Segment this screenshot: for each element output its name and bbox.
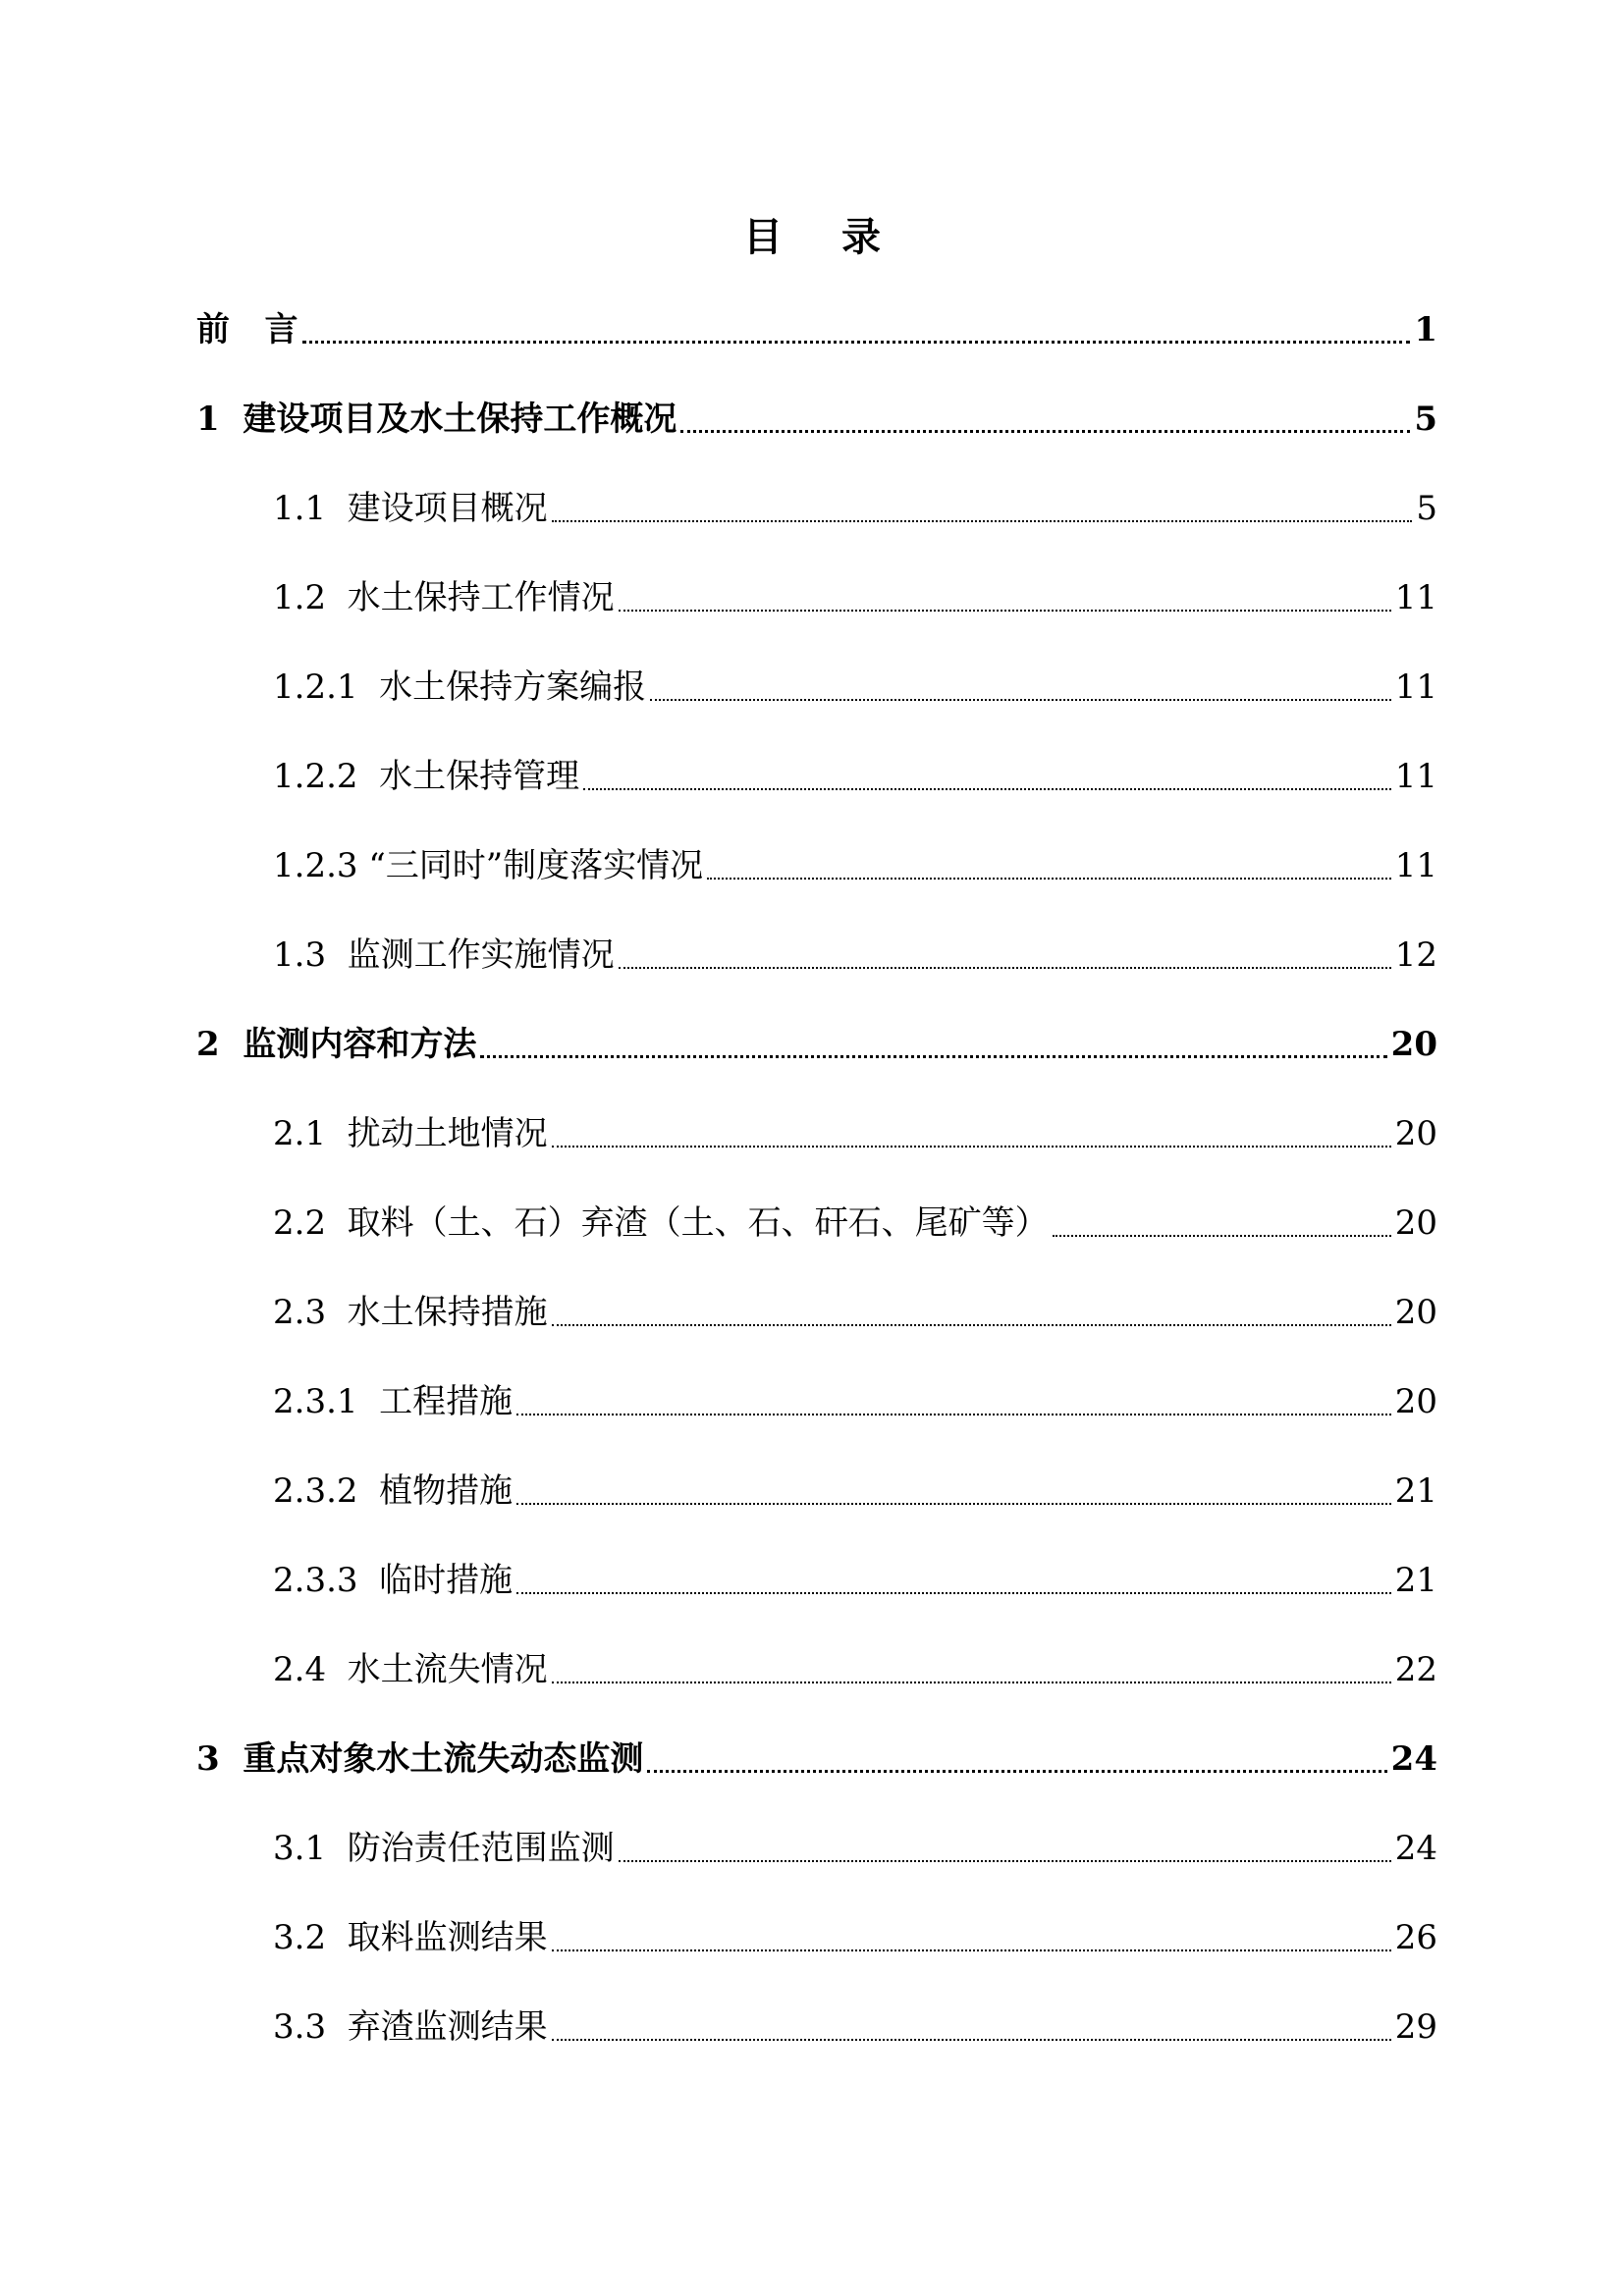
dot-leader xyxy=(619,1860,1391,1862)
dot-leader xyxy=(552,1324,1391,1326)
toc-entry-label: 1.2.3 “三同时”制度落实情况 xyxy=(273,846,704,885)
dot-leader xyxy=(516,1592,1391,1594)
toc-entry-chapter-2[interactable] xyxy=(196,1019,1437,1070)
toc-entry-section-2-3[interactable] xyxy=(273,1287,1437,1338)
toc-entry-page: 11 xyxy=(1394,757,1437,796)
toc-entry-label: 2.3.2 植物措施 xyxy=(273,1471,514,1511)
toc-entry-label: 前 言 xyxy=(196,310,298,349)
toc-entry-section-2-3-3[interactable] xyxy=(273,1555,1437,1606)
toc-entry-section-1-2[interactable] xyxy=(273,572,1437,623)
toc-entry-label: 3.3 弃渣监测结果 xyxy=(273,2007,548,2047)
toc-entry-section-1-2-2[interactable] xyxy=(273,751,1437,802)
toc-entry-section-2-3-1[interactable] xyxy=(273,1376,1437,1427)
toc-entry-chapter-3[interactable] xyxy=(196,1734,1437,1785)
toc-entry-page: 1 xyxy=(1414,310,1437,349)
toc-entry-section-1-1[interactable] xyxy=(273,483,1437,534)
dot-leader xyxy=(1053,1235,1391,1237)
toc-title-char-1: 目 xyxy=(743,214,783,260)
toc-entry-chapter-1[interactable] xyxy=(196,394,1437,445)
toc-entry-page: 20 xyxy=(1394,1114,1437,1153)
toc-entry-label: 2.2 取料（土、石）弃渣（土、石、矸石、尾矿等） xyxy=(273,1203,1049,1243)
dot-leader xyxy=(707,878,1391,880)
toc-entry-page: 11 xyxy=(1394,578,1437,617)
toc-entry-page: 29 xyxy=(1394,2007,1437,2047)
toc-entry-page: 22 xyxy=(1394,1650,1437,1689)
dot-leader xyxy=(680,430,1410,433)
toc-entry-page: 5 xyxy=(1414,400,1437,439)
toc-entry-label: 2 监测内容和方法 xyxy=(196,1025,477,1064)
toc-entry-label: 2.1 扰动土地情况 xyxy=(273,1114,548,1153)
toc-entry-section-3-2[interactable] xyxy=(273,1912,1437,1963)
toc-entry-label: 1.2.2 水土保持管理 xyxy=(273,757,580,796)
toc-entry-page: 24 xyxy=(1394,1829,1437,1868)
dot-leader xyxy=(480,1055,1386,1058)
toc-entry-label: 3.1 防治责任范围监测 xyxy=(273,1829,615,1868)
dot-leader xyxy=(650,699,1391,701)
dot-leader xyxy=(516,1503,1391,1505)
toc-entry-section-2-1[interactable] xyxy=(273,1108,1437,1159)
dot-leader xyxy=(552,2039,1391,2041)
toc-entry-page: 20 xyxy=(1394,1293,1437,1332)
dot-leader xyxy=(647,1770,1386,1773)
toc-entry-label: 1.1 建设项目概况 xyxy=(273,489,548,528)
toc-entry-label: 3.2 取料监测结果 xyxy=(273,1918,548,1957)
toc-entry-section-1-2-1[interactable] xyxy=(273,662,1437,713)
dot-leader xyxy=(552,1682,1391,1683)
dot-leader xyxy=(619,610,1391,612)
toc-entry-label: 2.3.1 工程措施 xyxy=(273,1382,514,1421)
toc-title-char-2: 录 xyxy=(841,214,881,260)
toc-entry-page: 11 xyxy=(1394,846,1437,885)
toc-entry-section-2-3-2[interactable] xyxy=(273,1466,1437,1517)
dot-leader xyxy=(583,788,1391,790)
toc-entry-preface[interactable] xyxy=(196,304,1437,355)
dot-leader xyxy=(552,520,1413,522)
toc-entry-page: 20 xyxy=(1394,1382,1437,1421)
toc-entry-page: 20 xyxy=(1394,1203,1437,1243)
toc-entry-page: 11 xyxy=(1394,667,1437,707)
toc-entry-label: 1 建设项目及水土保持工作概况 xyxy=(196,400,677,439)
toc-entry-label: 3 重点对象水土流失动态监测 xyxy=(196,1739,644,1779)
toc-entry-page: 26 xyxy=(1394,1918,1437,1957)
toc-entry-section-2-4[interactable] xyxy=(273,1644,1437,1695)
toc-entry-label: 2.4 水土流失情况 xyxy=(273,1650,548,1689)
toc-entry-label: 1.3 监测工作实施情况 xyxy=(273,935,615,975)
toc-entry-label: 1.2.1 水土保持方案编报 xyxy=(273,667,647,707)
toc-entry-page: 20 xyxy=(1390,1025,1437,1064)
dot-leader xyxy=(516,1414,1391,1415)
toc-entry-section-1-2-3[interactable] xyxy=(273,840,1437,891)
dot-leader xyxy=(552,1949,1391,1951)
toc-entry-label: 2.3.3 临时措施 xyxy=(273,1561,514,1600)
toc-entry-section-1-3[interactable] xyxy=(273,930,1437,981)
toc-entry-section-3-3[interactable] xyxy=(273,2002,1437,2053)
toc-entry-page: 21 xyxy=(1394,1561,1437,1600)
dot-leader xyxy=(552,1146,1391,1148)
toc-entry-page: 24 xyxy=(1390,1739,1437,1779)
dot-leader xyxy=(619,967,1391,969)
toc-entry-section-2-2[interactable] xyxy=(273,1198,1437,1249)
toc-entry-label: 2.3 水土保持措施 xyxy=(273,1293,548,1332)
dot-leader xyxy=(302,341,1411,344)
toc-entry-page: 21 xyxy=(1394,1471,1437,1511)
toc-entry-page: 12 xyxy=(1394,935,1437,975)
toc-entry-section-3-1[interactable] xyxy=(273,1823,1437,1874)
toc-entry-label: 1.2 水土保持工作情况 xyxy=(273,578,615,617)
toc-entry-page: 5 xyxy=(1416,489,1437,528)
